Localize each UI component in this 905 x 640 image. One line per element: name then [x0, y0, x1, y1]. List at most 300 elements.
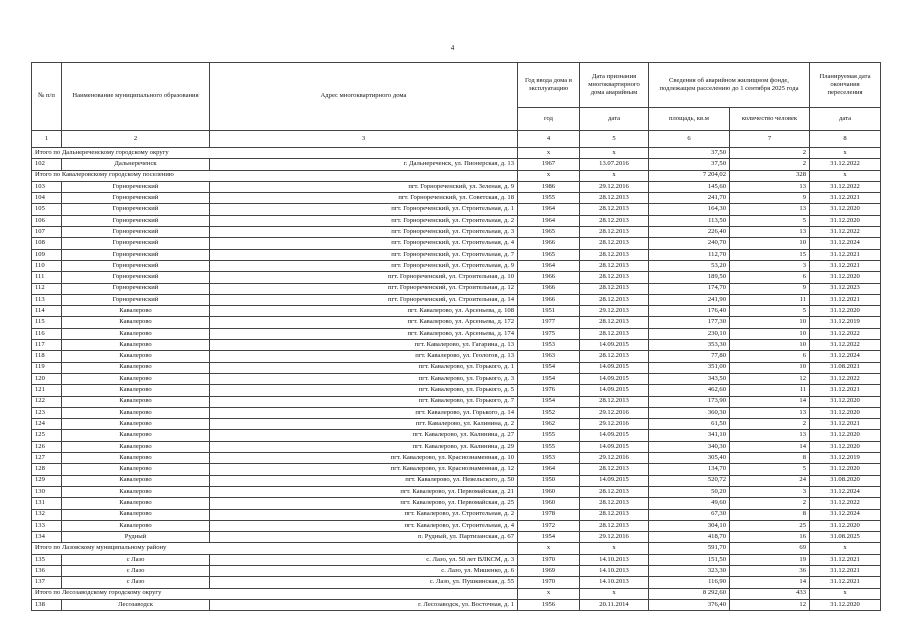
group-total-row	[32, 588, 881, 599]
year-cell: 1978	[518, 509, 580, 520]
row-number: 138	[32, 599, 62, 610]
planned-date-cell: 31.12.2021	[810, 260, 881, 271]
planned-date-cell: 31.08.2020	[810, 475, 881, 486]
year-cell: x	[518, 148, 580, 159]
planned-date-cell: 31.12.2021	[810, 294, 881, 305]
planned-date-cell: 31.12.2022	[810, 227, 881, 238]
date-cell: 28.12.2013	[580, 272, 649, 283]
year-cell: 1954	[518, 396, 580, 407]
row-number: 113	[32, 294, 62, 305]
table-row	[32, 362, 881, 373]
municipality-cell: Горнореченский	[62, 215, 210, 226]
table-row	[32, 193, 881, 204]
year-cell: x	[518, 170, 580, 181]
municipality-cell: Кавалерово	[62, 464, 210, 475]
year-cell: 1962	[518, 419, 580, 430]
date-cell: 14.09.2015	[580, 475, 649, 486]
municipality-cell: Кавалерово	[62, 306, 210, 317]
row-number: 108	[32, 238, 62, 249]
header-index-7: 7	[730, 131, 810, 148]
planned-date-cell: 31.12.2022	[810, 181, 881, 192]
group-total-row	[32, 148, 881, 159]
header-sub-count: количество человек	[730, 108, 810, 131]
people-count-cell: 36	[730, 565, 810, 576]
municipality-cell: Горнореченский	[62, 181, 210, 192]
year-cell: 1950	[518, 475, 580, 486]
address-cell: с. Лазо, ул. Мишенко, д. 6	[210, 565, 518, 576]
table-row	[32, 328, 881, 339]
table-body	[32, 148, 881, 611]
address-cell: пгт. Кавалерово, ул. Горького, д. 5	[210, 385, 518, 396]
year-cell: 1955	[518, 441, 580, 452]
row-number: 105	[32, 204, 62, 215]
table-row	[32, 340, 881, 351]
date-cell: 14.09.2015	[580, 430, 649, 441]
planned-date-cell: x	[810, 588, 881, 599]
people-count-cell: 2	[730, 159, 810, 170]
date-cell: 14.10.2013	[580, 565, 649, 576]
municipality-cell: Лесозаводск	[62, 599, 210, 610]
group-title: Итого по Дальнереченскому городскому округу	[32, 148, 518, 159]
area-cell: 343,50	[649, 373, 730, 384]
area-cell: 53,20	[649, 260, 730, 271]
municipality-cell: Кавалерово	[62, 520, 210, 531]
people-count-cell: 10	[730, 340, 810, 351]
address-cell: пгт. Кавалерово, ул. Невельского, д. 50	[210, 475, 518, 486]
planned-date-cell: 31.12.2022	[810, 328, 881, 339]
people-count-cell: 16	[730, 532, 810, 543]
date-cell: 14.10.2013	[580, 554, 649, 565]
municipality-cell: Кавалерово	[62, 385, 210, 396]
people-count-cell: 9	[730, 283, 810, 294]
area-cell: 462,60	[649, 385, 730, 396]
table-row	[32, 181, 881, 192]
people-count-cell: 5	[730, 215, 810, 226]
area-cell: 230,10	[649, 328, 730, 339]
people-count-cell: 9	[730, 193, 810, 204]
address-cell: пгт. Кавалерово, ул. Горького, д. 7	[210, 396, 518, 407]
date-cell: 14.09.2015	[580, 340, 649, 351]
planned-date-cell: 31.08.2021	[810, 362, 881, 373]
year-cell: 1970	[518, 554, 580, 565]
header-info-group: Сведения об аварийном жилищном фонде, подлежащем расселению до 1 сентября 2025 года	[649, 63, 810, 108]
row-number: 120	[32, 373, 62, 384]
municipality-cell: Кавалерово	[62, 351, 210, 362]
table-row	[32, 577, 881, 588]
area-cell: 360,30	[649, 407, 730, 418]
area-cell: 323,30	[649, 565, 730, 576]
area-cell: 176,40	[649, 306, 730, 317]
area-cell: 49,60	[649, 498, 730, 509]
area-cell: 240,70	[649, 238, 730, 249]
year-cell: 1965	[518, 227, 580, 238]
header-year-group: Год ввода дома в эксплуатацию	[518, 63, 580, 108]
page-number: 4	[450, 44, 455, 52]
address-cell: пгт. Горнореченский, ул. Зеленая, д. 9	[210, 181, 518, 192]
row-number: 118	[32, 351, 62, 362]
planned-date-cell: 31.12.2020	[810, 441, 881, 452]
area-cell: 177,30	[649, 317, 730, 328]
row-number: 117	[32, 340, 62, 351]
row-number: 109	[32, 249, 62, 260]
row-number: 111	[32, 272, 62, 283]
planned-date-cell: 31.12.2021	[810, 249, 881, 260]
address-cell: пгт. Кавалерово, ул. Геологов, д. 13	[210, 351, 518, 362]
area-cell: 37,50	[649, 159, 730, 170]
area-cell: 164,30	[649, 204, 730, 215]
year-cell: 1951	[518, 306, 580, 317]
people-count-cell: 10	[730, 238, 810, 249]
row-number: 116	[32, 328, 62, 339]
year-cell: 1972	[518, 520, 580, 531]
address-cell: пгт. Кавалерово, ул. Горького, д. 3	[210, 373, 518, 384]
table-row	[32, 475, 881, 486]
table-row	[32, 317, 881, 328]
group-title: Итого по Лесозаводскому городскому округу	[32, 588, 518, 599]
date-cell: 28.12.2013	[580, 317, 649, 328]
people-count-cell: 25	[730, 520, 810, 531]
date-cell: 28.12.2013	[580, 227, 649, 238]
area-cell: 305,40	[649, 453, 730, 464]
date-cell: 28.12.2013	[580, 215, 649, 226]
address-cell: пгт. Кавалерово, ул. Краснознаменная, д. 12	[210, 464, 518, 475]
address-cell: пгт. Горнореченский, ул. Строительная, д. 2	[210, 215, 518, 226]
people-count-cell: 6	[730, 272, 810, 283]
table-row	[32, 509, 881, 520]
address-cell: пгт. Горнореченский, ул. Строительная, д. 9	[210, 260, 518, 271]
table-row	[32, 351, 881, 362]
area-cell: 340,30	[649, 441, 730, 452]
municipality-cell: Горнореченский	[62, 283, 210, 294]
table-row	[32, 373, 881, 384]
planned-date-cell: 31.12.2021	[810, 577, 881, 588]
address-cell: пгт. Горнореченский, ул. Строительная, д. 3	[210, 227, 518, 238]
address-cell: пгт. Кавалерово, ул. Арсеньева, д. 172	[210, 317, 518, 328]
year-cell: 1960	[518, 498, 580, 509]
row-number: 107	[32, 227, 62, 238]
people-count-cell: 13	[730, 204, 810, 215]
date-cell: 28.12.2013	[580, 249, 649, 260]
row-number: 135	[32, 554, 62, 565]
planned-date-cell: 31.12.2024	[810, 238, 881, 249]
municipality-cell: Кавалерово	[62, 328, 210, 339]
group-total-row	[32, 543, 881, 554]
people-count-cell: 13	[730, 181, 810, 192]
table-row	[32, 486, 881, 497]
header-index-8: 8	[810, 131, 881, 148]
year-cell: 1952	[518, 407, 580, 418]
planned-date-cell: 31.12.2020	[810, 464, 881, 475]
municipality-cell: с Лазо	[62, 577, 210, 588]
municipality-cell: Кавалерово	[62, 453, 210, 464]
date-cell: 28.12.2013	[580, 204, 649, 215]
row-number: 104	[32, 193, 62, 204]
people-count-cell: 14	[730, 441, 810, 452]
people-count-cell: 5	[730, 464, 810, 475]
header-index-2: 2	[62, 131, 210, 148]
area-cell: 353,30	[649, 340, 730, 351]
row-number: 119	[32, 362, 62, 373]
year-cell: 1977	[518, 317, 580, 328]
area-cell: 50,20	[649, 486, 730, 497]
people-count-cell: 13	[730, 407, 810, 418]
table-row	[32, 272, 881, 283]
area-cell: 112,70	[649, 249, 730, 260]
area-cell: 174,70	[649, 283, 730, 294]
address-cell: п. Рудный, ул. Партизанская, д. 67	[210, 532, 518, 543]
year-cell: 1956	[518, 599, 580, 610]
address-cell: пгт. Кавалерово, ул. Арсеньева, д. 174	[210, 328, 518, 339]
header-index-4: 4	[518, 131, 580, 148]
date-cell: 29.12.2016	[580, 181, 649, 192]
year-cell: 1964	[518, 464, 580, 475]
date-cell: 14.10.2013	[580, 577, 649, 588]
year-cell: 1969	[518, 565, 580, 576]
municipality-cell: с Лазо	[62, 565, 210, 576]
planned-date-cell: 31.12.2020	[810, 306, 881, 317]
municipality-cell: Рудный	[62, 532, 210, 543]
address-cell: пгт. Кавалерово, ул. Калинина, д. 29	[210, 441, 518, 452]
table-row	[32, 260, 881, 271]
row-number: 114	[32, 306, 62, 317]
area-cell: 134,70	[649, 464, 730, 475]
area-cell: 304,10	[649, 520, 730, 531]
municipality-cell: Кавалерово	[62, 373, 210, 384]
area-cell: 351,00	[649, 362, 730, 373]
group-total-row	[32, 170, 881, 181]
address-cell: пгт. Горнореченский, ул. Строительная, д. 4	[210, 238, 518, 249]
area-cell: 37,50	[649, 148, 730, 159]
header-index-3: 3	[210, 131, 518, 148]
area-cell: 113,50	[649, 215, 730, 226]
address-cell: пгт. Кавалерово, ул. Гагарина, д. 13	[210, 340, 518, 351]
people-count-cell: 2	[730, 148, 810, 159]
municipality-cell: Кавалерово	[62, 396, 210, 407]
people-count-cell: 11	[730, 294, 810, 305]
planned-date-cell: x	[810, 148, 881, 159]
area-cell: 226,40	[649, 227, 730, 238]
municipality-cell: Кавалерово	[62, 419, 210, 430]
table-row	[32, 430, 881, 441]
area-cell: 151,50	[649, 554, 730, 565]
row-number: 123	[32, 407, 62, 418]
municipality-cell: Горнореченский	[62, 238, 210, 249]
header-index-1: 1	[32, 131, 62, 148]
planned-date-cell: 31.12.2020	[810, 407, 881, 418]
address-cell: пгт. Горнореченский, ул. Строительная, д. 7	[210, 249, 518, 260]
people-count-cell: 10	[730, 317, 810, 328]
address-cell: пгт. Кавалерово, ул. Строительная, д. 4	[210, 520, 518, 531]
municipality-cell: Кавалерово	[62, 430, 210, 441]
row-number: 126	[32, 441, 62, 452]
municipality-cell: Горнореченский	[62, 204, 210, 215]
date-cell: 29.12.2016	[580, 532, 649, 543]
table-row	[32, 204, 881, 215]
row-number: 131	[32, 498, 62, 509]
date-cell: 28.12.2013	[580, 486, 649, 497]
table-row	[32, 532, 881, 543]
year-cell: 1955	[518, 193, 580, 204]
table-row	[32, 238, 881, 249]
year-cell: x	[518, 588, 580, 599]
date-cell: 28.12.2013	[580, 260, 649, 271]
area-cell: 241,90	[649, 294, 730, 305]
date-cell: 28.12.2013	[580, 520, 649, 531]
table-row	[32, 159, 881, 170]
area-cell: 341,10	[649, 430, 730, 441]
area-cell: 7 204,02	[649, 170, 730, 181]
year-cell: 1975	[518, 328, 580, 339]
year-cell: 1963	[518, 351, 580, 362]
year-cell: 1966	[518, 238, 580, 249]
planned-date-cell: 31.12.2022	[810, 340, 881, 351]
municipality-cell: Кавалерово	[62, 486, 210, 497]
municipality-cell: Кавалерово	[62, 509, 210, 520]
municipality-cell: Кавалерово	[62, 475, 210, 486]
table-row	[32, 396, 881, 407]
row-number: 103	[32, 181, 62, 192]
table-row	[32, 306, 881, 317]
date-cell: 14.09.2015	[580, 441, 649, 452]
people-count-cell: 13	[730, 430, 810, 441]
year-cell: 1954	[518, 532, 580, 543]
row-number: 110	[32, 260, 62, 271]
planned-date-cell: 31.12.2020	[810, 396, 881, 407]
table-row	[32, 419, 881, 430]
people-count-cell: 24	[730, 475, 810, 486]
planned-date-cell: 31.12.2022	[810, 159, 881, 170]
address-cell: г. Лесозаводск, ул. Восточная, д. 1	[210, 599, 518, 610]
row-number: 124	[32, 419, 62, 430]
people-count-cell: 328	[730, 170, 810, 181]
row-number: 130	[32, 486, 62, 497]
people-count-cell: 8	[730, 509, 810, 520]
row-number: 102	[32, 159, 62, 170]
row-number: 122	[32, 396, 62, 407]
table-row	[32, 565, 881, 576]
address-cell: пгт. Кавалерово, ул. Краснознаменная, д. 10	[210, 453, 518, 464]
date-cell: 14.09.2015	[580, 385, 649, 396]
people-count-cell: 12	[730, 599, 810, 610]
row-number: 137	[32, 577, 62, 588]
date-cell: 28.12.2013	[580, 193, 649, 204]
table-row	[32, 215, 881, 226]
area-cell: 145,60	[649, 181, 730, 192]
planned-date-cell: 31.12.2024	[810, 509, 881, 520]
row-number: 112	[32, 283, 62, 294]
header-date-group: Дата признания многоквартирного дома аварийным	[580, 63, 649, 108]
municipality-cell: Горнореченский	[62, 249, 210, 260]
date-cell: 28.12.2013	[580, 351, 649, 362]
people-count-cell: 2	[730, 498, 810, 509]
area-cell: 67,30	[649, 509, 730, 520]
municipality-cell: Кавалерово	[62, 340, 210, 351]
table-row	[32, 599, 881, 610]
year-cell: 1953	[518, 340, 580, 351]
address-cell: пгт. Горнореченский, ул. Строительная, д. 12	[210, 283, 518, 294]
planned-date-cell: 31.12.2022	[810, 498, 881, 509]
municipality-cell: Горнореченский	[62, 272, 210, 283]
planned-date-cell: 31.12.2020	[810, 430, 881, 441]
emergency-housing-table	[31, 62, 881, 611]
people-count-cell: 10	[730, 328, 810, 339]
group-title: Итого по Кавалеровскому городскому поселению	[32, 170, 518, 181]
planned-date-cell: 31.08.2025	[810, 532, 881, 543]
planned-date-cell: 31.12.2020	[810, 520, 881, 531]
planned-date-cell: 31.12.2020	[810, 204, 881, 215]
people-count-cell: 14	[730, 577, 810, 588]
people-count-cell: 3	[730, 486, 810, 497]
date-cell: 29.12.2016	[580, 453, 649, 464]
header-sub-year: год	[518, 108, 580, 131]
area-cell: 77,80	[649, 351, 730, 362]
date-cell: 28.12.2013	[580, 328, 649, 339]
year-cell: 1970	[518, 577, 580, 588]
header-index-5: 5	[580, 131, 649, 148]
year-cell: 1967	[518, 159, 580, 170]
planned-date-cell: 31.12.2019	[810, 317, 881, 328]
group-title: Итого по Лазовскому муниципальному району	[32, 543, 518, 554]
people-count-cell: 3	[730, 260, 810, 271]
planned-date-cell: x	[810, 543, 881, 554]
date-cell: 14.09.2015	[580, 362, 649, 373]
year-cell: 1964	[518, 260, 580, 271]
address-cell: с. Лазо, ул. Пушкинская, д. 55	[210, 577, 518, 588]
municipality-cell: Кавалерово	[62, 407, 210, 418]
header-sub-planned: дата	[810, 108, 881, 131]
people-count-cell: 8	[730, 453, 810, 464]
municipality-cell: Горнореченский	[62, 227, 210, 238]
area-cell: 591,70	[649, 543, 730, 554]
year-cell: 1976	[518, 385, 580, 396]
people-count-cell: 14	[730, 396, 810, 407]
people-count-cell: 12	[730, 373, 810, 384]
table-row	[32, 407, 881, 418]
year-cell: 1986	[518, 181, 580, 192]
municipality-cell: Кавалерово	[62, 441, 210, 452]
table-row	[32, 283, 881, 294]
municipality-cell: Кавалерово	[62, 317, 210, 328]
date-cell: 14.09.2015	[580, 373, 649, 384]
date-cell: 28.12.2013	[580, 294, 649, 305]
planned-date-cell: 31.12.2021	[810, 193, 881, 204]
date-cell: x	[580, 543, 649, 554]
municipality-cell: Дальнереченск	[62, 159, 210, 170]
table-row	[32, 554, 881, 565]
header-index-6: 6	[649, 131, 730, 148]
year-cell: 1964	[518, 204, 580, 215]
date-cell: 28.12.2013	[580, 464, 649, 475]
table-row	[32, 294, 881, 305]
area-cell: 189,50	[649, 272, 730, 283]
people-count-cell: 5	[730, 306, 810, 317]
area-cell: 418,70	[649, 532, 730, 543]
table-row	[32, 249, 881, 260]
municipality-cell: Горнореченский	[62, 260, 210, 271]
planned-date-cell: 31.12.2024	[810, 486, 881, 497]
table-row	[32, 498, 881, 509]
date-cell: 28.12.2013	[580, 498, 649, 509]
year-cell: 1965	[518, 249, 580, 260]
planned-date-cell: 31.12.2021	[810, 419, 881, 430]
date-cell: x	[580, 148, 649, 159]
area-cell: 520,72	[649, 475, 730, 486]
municipality-cell: Кавалерово	[62, 498, 210, 509]
address-cell: пгт. Кавалерово, ул. Арсеньева, д. 108	[210, 306, 518, 317]
row-number: 134	[32, 532, 62, 543]
year-cell: 1966	[518, 294, 580, 305]
area-cell: 376,40	[649, 599, 730, 610]
